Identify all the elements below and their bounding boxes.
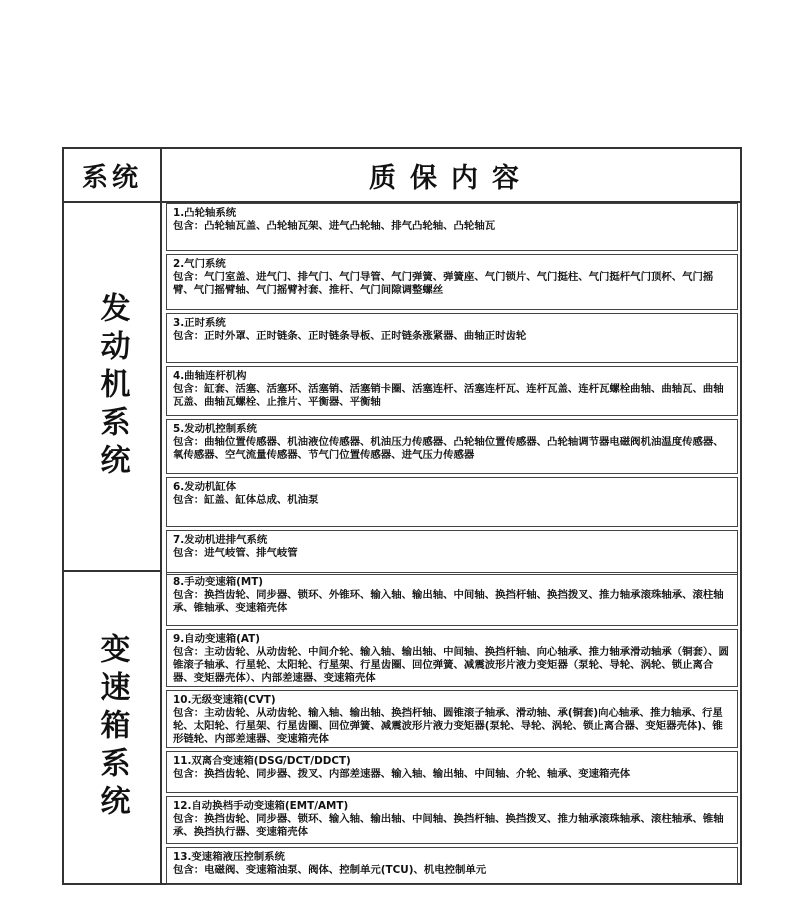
item-desc: 包含：主动齿轮、从动齿轮、输入轴、输出轴、换挡杆轴、圆锥滚子轴承、滑动轴、承(铜套)向心轴承、推力轴承、行星轮、太阳轮、行星架、行星齿圈、回位弹簧、减震波形片液力变矩器(泵轮、导轮、涡轮、锁止离合器、变矩器壳体)、锥形链轮、内部差速器、变速箱壳体 xyxy=(173,707,723,745)
item-desc: 包含：缸套、活塞、活塞环、活塞销、活塞销卡圈、活塞连杆、活塞连杆瓦、连杆瓦盖、连杆瓦螺栓曲轴、曲轴瓦、曲轴瓦盖、曲轴瓦螺栓、止推片、平衡器、平衡轴 xyxy=(173,383,724,408)
transmission-system-label: 变速箱系统 xyxy=(64,572,162,883)
item-desc: 包含：缸盖、缸体总成、机油泵 xyxy=(173,494,319,506)
list-item xyxy=(166,530,738,575)
item-title: 3.正时系统 xyxy=(173,317,226,329)
engine-system-label: 发动机系统 xyxy=(64,203,162,572)
item-desc: 包含：换挡齿轮、同步器、锁环、外锥环、输入轴、输出轴、中间轴、换挡杆轴、换挡拨叉、推力轴承滚珠轴承、滚柱轴承、锥轴承、变速箱壳体 xyxy=(173,589,724,614)
item-title: 6.发动机缸体 xyxy=(173,481,237,493)
item-desc: 包含：曲轴位置传感器、机油液位传感器、机油压力传感器、凸轮轴位置传感器、凸轮轴调节器电磁阀机油温度传感器、氧传感器、空气流量传感器、节气门位置传感器、进气压力传感器 xyxy=(173,436,724,461)
list-item xyxy=(166,629,738,687)
warranty-table xyxy=(62,147,742,885)
item-desc: 包含：主动齿轮、从动齿轮、中间介轮、输入轴、输出轴、中间轴、换挡杆轴、向心轴承、推力轴承滑动轴承（铜套）、圆锥滚子轴承、行星轮、太阳轮、行星架、行星齿圈、回位弹簧、减震波形片液力变矩器（泵轮、导轮、涡轮、锁止离合器、变矩器壳体）、内部差速器、变速箱壳体 xyxy=(173,646,729,684)
item-desc: 包含：电磁阀、变速箱油泵、阀体、控制单元(TCU)、机电控制单元 xyxy=(173,864,487,876)
list-item xyxy=(166,847,738,885)
list-item xyxy=(166,254,738,310)
item-title: 11.双离合变速箱(DSG/DCT/DDCT) xyxy=(173,755,351,767)
item-desc: 包含：换挡齿轮、同步器、锁环、输入轴、输出轴、中间轴、换挡杆轴、换挡拨叉、推力轴承滚珠轴承、滚柱轴承、锥轴承、换挡执行器、变速箱壳体 xyxy=(173,813,724,838)
list-item xyxy=(166,203,738,251)
item-title: 4.曲轴连杆机构 xyxy=(173,370,247,382)
item-title: 7.发动机进排气系统 xyxy=(173,534,268,546)
engine-items xyxy=(164,203,740,578)
item-title: 8.手动变速箱(MT) xyxy=(173,576,264,588)
list-item xyxy=(166,419,738,474)
header-system: 系统 xyxy=(64,149,162,201)
item-desc: 包含：气门室盖、进气门、排气门、气门导管、气门弹簧、弹簧座、气门锁片、气门挺柱、气门挺杆气门顶杯、气门摇臂、气门摇臂轴、气门摇臂衬套、推杆、气门间隙调整螺丝 xyxy=(173,271,714,296)
list-item xyxy=(166,313,738,363)
list-item xyxy=(166,477,738,527)
transmission-items xyxy=(164,572,740,888)
item-title: 13.变速箱液压控制系统 xyxy=(173,851,285,863)
list-item xyxy=(166,751,738,793)
item-title: 5.发动机控制系统 xyxy=(173,423,257,435)
item-title: 1.凸轮轴系统 xyxy=(173,207,237,219)
item-desc: 包含：进气岐管、排气岐管 xyxy=(173,547,298,559)
list-item xyxy=(166,572,738,626)
item-title: 2.气门系统 xyxy=(173,258,226,270)
table-header xyxy=(64,149,740,203)
header-content: 质保内容 xyxy=(369,162,533,194)
item-title: 10.无级变速箱(CVT) xyxy=(173,694,276,706)
item-title: 12.自动换档手动变速箱(EMT/AMT) xyxy=(173,800,349,812)
list-item xyxy=(166,796,738,844)
item-desc: 包含：正时外罩、正时链条、正时链条导板、正时链条涨紧器、曲轴正时齿轮 xyxy=(173,330,527,342)
item-desc: 包含：换挡齿轮、同步器、拨叉、内部差速器、输入轴、输出轴、中间轴、介轮、轴承、变速箱壳体 xyxy=(173,768,631,780)
item-desc: 包含：凸轮轴瓦盖、凸轮轴瓦架、进气凸轮轴、排气凸轮轴、凸轮轴瓦 xyxy=(173,220,496,232)
list-item xyxy=(166,366,738,416)
item-title: 9.自动变速箱(AT) xyxy=(173,633,260,645)
list-item xyxy=(166,690,738,748)
